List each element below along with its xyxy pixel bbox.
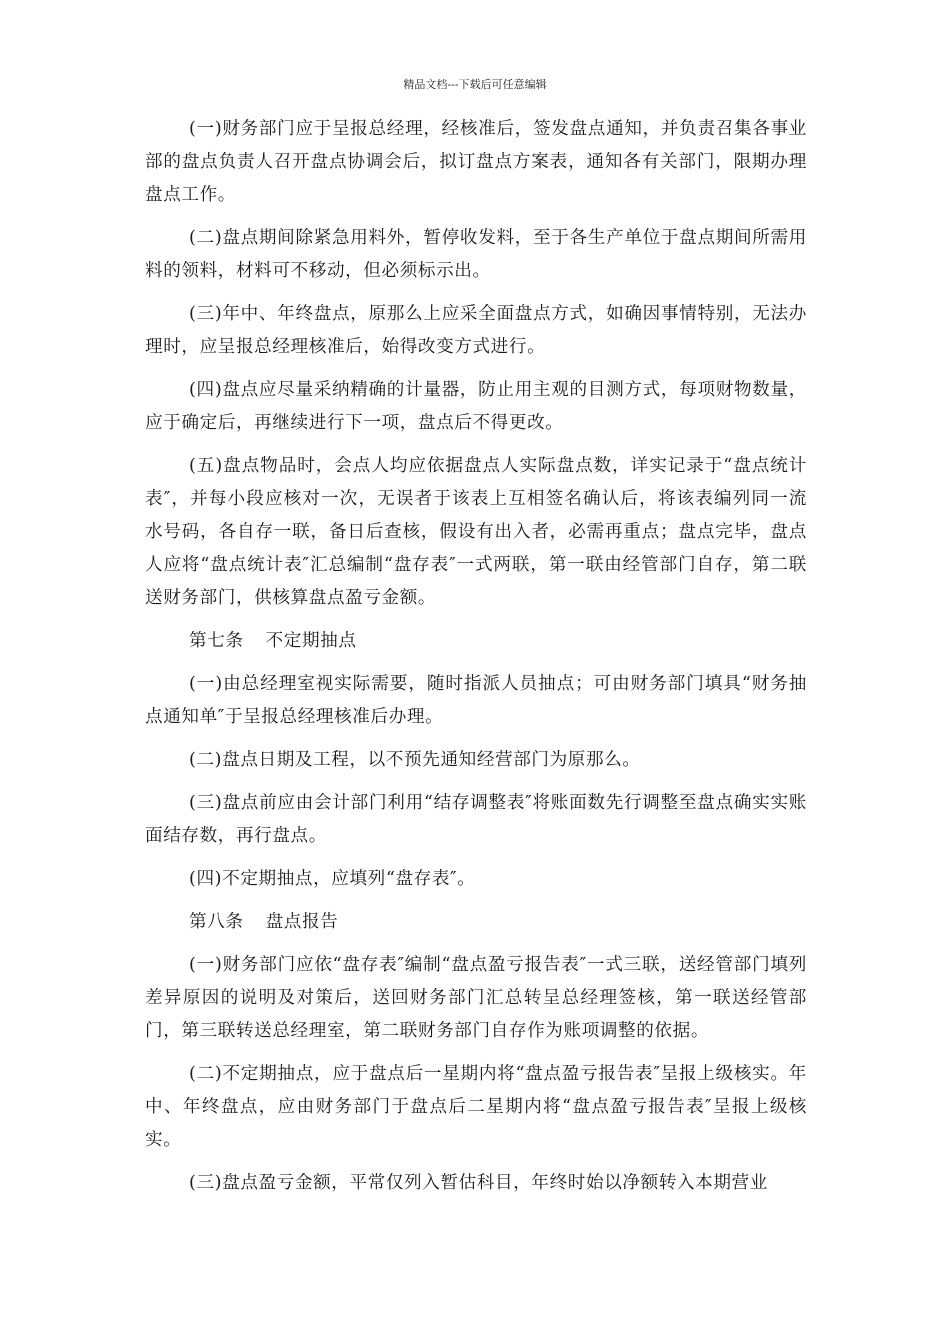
paragraph-10: (一)财务部门应依“盘存表″编制“盘点盈亏报告表″一式三联，送经管部门填列差异原因的说明及对策后，送回财务部门汇总转呈总经理签核，第一联送经管部门，第三联转送总经理室，第二联财务部门自存作为账项调整的依据。 (145, 955, 807, 1041)
paragraph-2: (二)盘点期间除紧急用料外，暂停收发料，至于各生产单位于盘点期间所需用料的领料，材料可不移动，但必须标示出。 (145, 228, 807, 281)
article-7-heading (145, 625, 807, 658)
paragraph-1: (一)财务部门应于呈报总经理，经核准后，签发盘点通知，并负责召集各事业部的盘点负责人召开盘点协调会后，拟订盘点方案表，通知各有关部门，限期办理盘点工作。 (145, 119, 807, 205)
article-8-title: 盘点报告 (265, 912, 339, 932)
article-8-heading (145, 906, 807, 939)
article-7-title: 不定期抽点 (265, 631, 357, 651)
page-header: 精品文档---下载后可任意编辑 (403, 78, 547, 91)
paragraph-4: (四)盘点应尽量采纳精确的计量器，防止用主观的目测方式，每项财物数量，应于确定后，再继续进行下一项，盘点后不得更改。 (145, 380, 807, 433)
paragraph-8: (三)盘点前应由会计部门利用“结存调整表″将账面数先行调整至盘点确实实账面结存数，再行盘点。 (145, 793, 807, 846)
paragraph-9: (四)不定期抽点，应填列“盘存表″。 (189, 869, 476, 889)
paragraph-5: (五)盘点物品时，会点人均应依据盘点人实际盘点数，详实记录于“盘点统计表″，并每小段应核对一次，无误者于该表上互相签名确认后，将该表编列同一流水号码，各自存一联，备日后查核，假设有出入者，必需再重点；盘点完毕，盘点人应将“盘点统计表″汇总编制“盘存表″一式两联，第一联由经管部门自存，第二联送财务部门，供核算盘点盈亏金额。 (145, 456, 807, 608)
paragraph-12: (三)盘点盈亏金额，平常仅列入暂估科目，年终时始以净额转入本期营业 (189, 1173, 768, 1193)
article-8-number: 第八条 (189, 912, 244, 932)
document-body (145, 113, 807, 1210)
article-7-number: 第七条 (189, 631, 244, 651)
paragraph-11: (二)不定期抽点，应于盘点后一星期内将“盘点盈亏报告表″呈报上级核实。年中、年终盘点，应由财务部门于盘点后二星期内将“盘点盈亏报告表″呈报上级核实。 (145, 1064, 807, 1150)
paragraph-3: (三)年中、年终盘点，原那么上应采全面盘点方式，如确因事情特别，无法办理时，应呈报总经理核准后，始得改变方式进行。 (145, 304, 807, 357)
paragraph-7: (二)盘点日期及工程，以不预先通知经营部门为原那么。 (189, 750, 641, 770)
paragraph-6: (一)由总经理室视实际需要，随时指派人员抽点；可由财务部门填具“财务抽点通知单″于呈报总经理核准后办理。 (145, 674, 807, 727)
